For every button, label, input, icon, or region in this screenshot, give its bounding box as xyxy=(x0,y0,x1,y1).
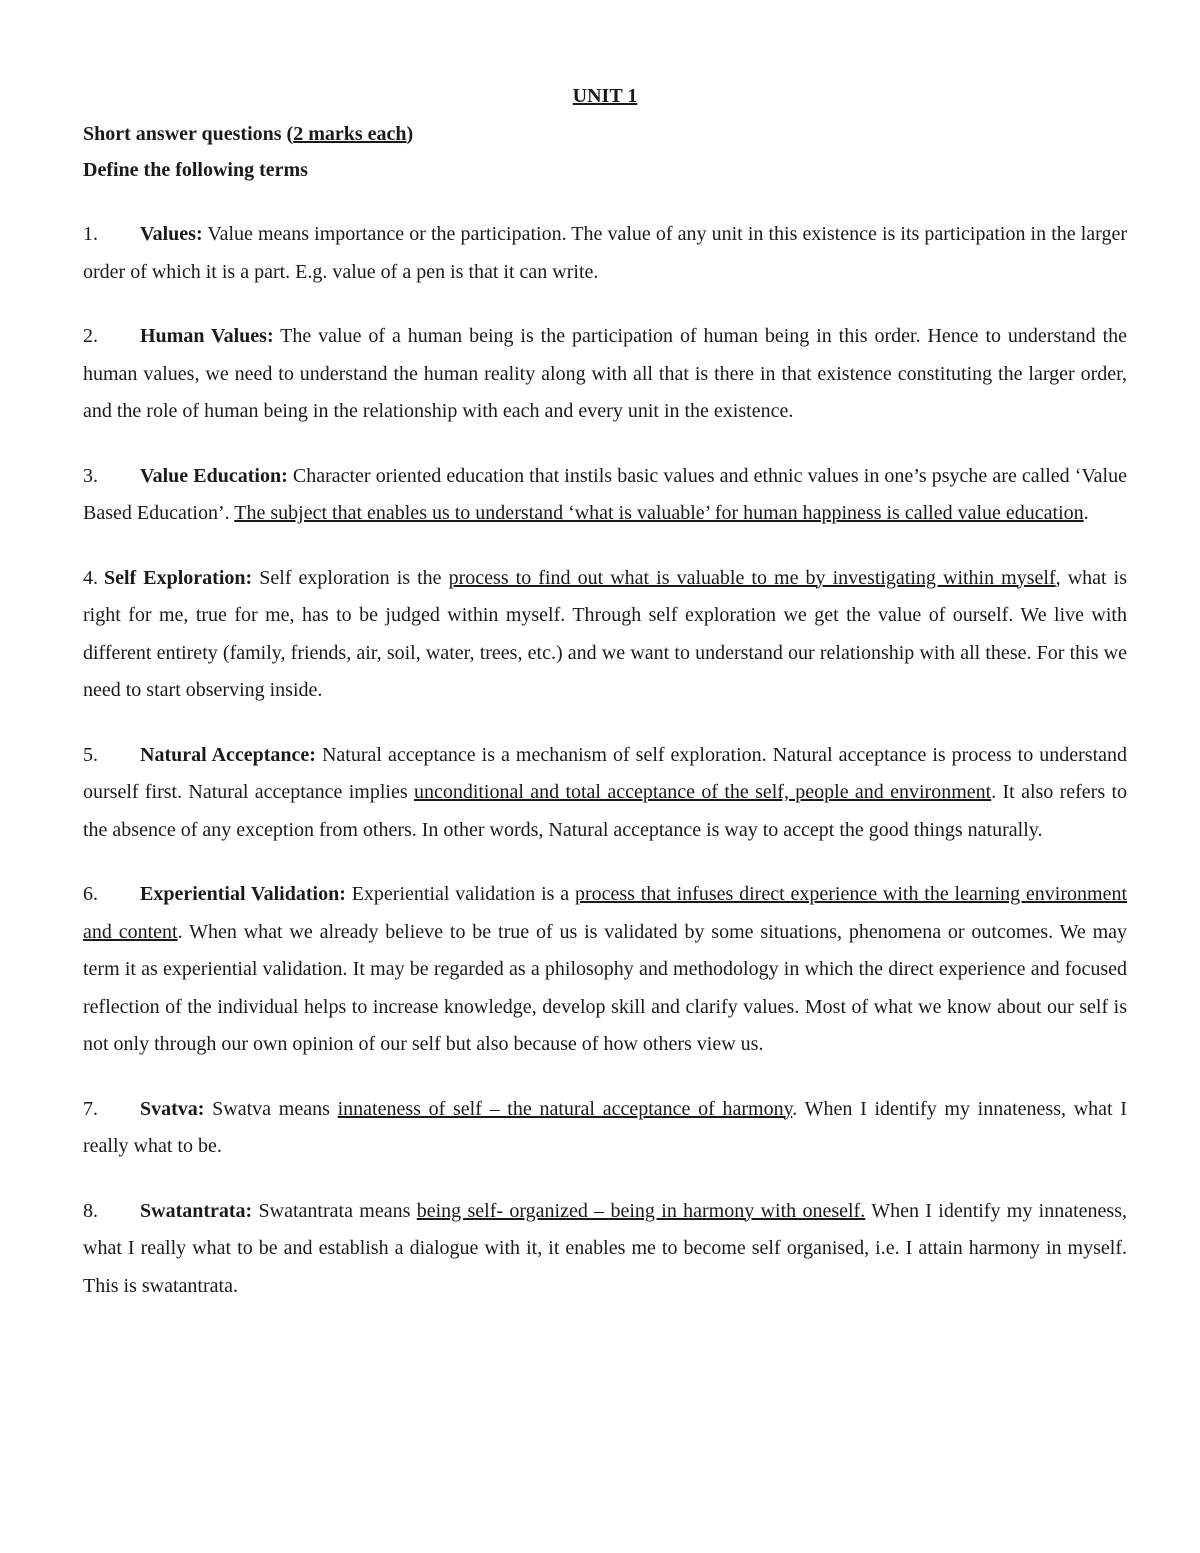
definition-item-1: 1. Values: Value means importance or the participation. The value of any unit in this existence is its participation in the larger order of which it is a part. E.g. value of a pen is that it can write. xyxy=(83,223,1127,283)
definition-term: Experiential Validation: xyxy=(140,883,346,905)
definition-item-2: 2. Human Values: The value of a human being is the participation of human being in this order. Hence to understand the human values, we need to understand the human reality along with all that is there in that existence constituting the larger order, and the role of human being in the relationship with each and every unit in the existence. xyxy=(83,325,1128,422)
instruction-text: Define the following terms xyxy=(83,159,308,181)
definition-item-3: 3. Value Education: Character oriented education that instils basic values and ethnic values in one’s psyche are called ‘Value Based Education’. The subject that enables us to understand ‘what is valuable’ for human happiness is called value education. xyxy=(83,464,1127,524)
definition-term: Value Education: xyxy=(140,464,288,487)
definition-item-7: 7. Svatva: Swatva means innateness of self – the natural acceptance of harmony. When I identify my innateness, what I really what to be. xyxy=(83,1097,1127,1157)
definition-term: Swatantrata: xyxy=(140,1199,253,1222)
definition-term: Self Exploration: xyxy=(104,566,253,589)
definition-item-8: 8. Swatantrata: Swatantrata means being self- organized – being in harmony with oneself. When I identify my innateness, what I really what to be and establish a dialogue with it, it enables me to become self organised, i.e. I attain harmony in myself. This is swatantrata. xyxy=(83,1199,1127,1297)
definition-item-5: 5. Natural Acceptance: Natural acceptance is a mechanism of self exploration. Natural acceptance is process to understand ourself first. Natural acceptance implies unconditional and total acceptance of the self, people and environment. It also refers to the absence of any exception from others. In other words, Natural acceptance is way to accept the good things naturally. xyxy=(83,743,1128,841)
definition-term: Natural Acceptance: xyxy=(140,743,316,766)
definition-item-6: 6. Experiential Validation: Experiential validation is a process that infuses direct experience with the learning environment and content. When what we already believe to be true of us is validated by some situations, phenomena or outcomes. We may term it as experiential validation. It may be regarded as a philosophy and methodology in which the direct experience and focused reflection of the individual helps to increase knowledge, develop skill and clarify values. Most of what we know about our self is not only through our own opinion of our self but also because of how others view us. xyxy=(83,883,1128,1055)
definition-term: Human Values: xyxy=(140,325,274,347)
definition-item-4: 4. Self Exploration: Self exploration is the process to find out what is valuable to me by investigating within myself, what is right for me, true for me, has to be judged within myself. Through self exploration we get the value of ourself. We live with different entirety (family, friends, air, soil, water, trees, etc.) and we want to understand our relationship with all these. For this we need to start observing inside. xyxy=(83,566,1127,701)
definition-term: Svatva: xyxy=(140,1097,205,1120)
document-page xyxy=(83,82,1127,1305)
definition-term: Values: xyxy=(140,223,203,245)
page-title: UNIT 1 xyxy=(572,85,638,107)
section-subheading: Short answer questions (2 marks each) xyxy=(83,123,414,145)
